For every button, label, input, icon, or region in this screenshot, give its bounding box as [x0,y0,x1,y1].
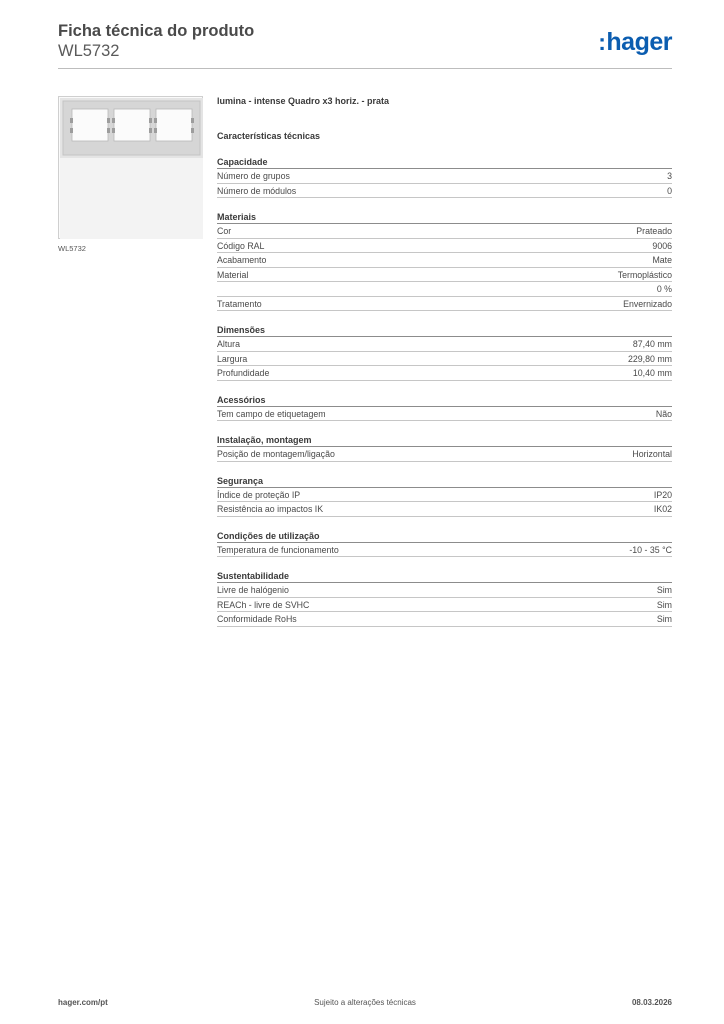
page-header [58,21,672,69]
section-materiais [217,210,672,311]
product-name: lumina - intense Quadro x3 horiz. - prata [217,96,390,106]
spec-value: -10 - 35 °C [629,544,672,555]
page-footer [58,998,672,1012]
spec-label: Conformidade RoHs [217,614,297,624]
spec-value: Mate [652,255,672,265]
section-title: Dimensões [217,323,672,337]
spec-value: Sim [656,614,672,624]
spec-value: 0 [667,185,672,196]
spec-value: 10,40 mm [632,368,672,378]
spec-value: Não [655,408,672,419]
spec-label: REACh - livre de SVHC [217,599,310,610]
section-title: Condições de utilização [217,529,672,543]
technical-notice: Sujeito a alterações técnicas [314,998,416,1007]
hager-logo [598,27,672,57]
document-date: 08.03.2026 [631,998,672,1007]
spec-label: Cor [217,226,232,236]
spec-label: Tratamento [217,298,262,309]
spec-label: Profundidade [217,368,270,378]
section-title: Capacidade [217,155,672,169]
spec-label: Número de grupos [217,171,290,181]
spec-label: Resistência ao impactos IK [217,504,324,514]
section-title: Sustentabilidade [217,569,672,583]
spec-row [217,169,672,184]
spec-value: Prateado [636,226,672,236]
spec-label: Posição de montagem/ligação [217,449,335,459]
product-code: WL5732 [58,42,120,60]
section-acessorios [217,393,672,422]
spec-row [217,282,672,297]
image-caption: WL5732 [58,244,86,253]
spec-value: 229,80 mm [627,353,672,364]
spec-value: IK02 [653,504,672,514]
specifications [217,94,672,627]
spec-value: Horizontal [632,449,672,459]
section-title: Materiais [217,210,672,224]
spec-value: Envernizado [623,298,672,309]
section-dimensoes [217,323,672,381]
spec-value: Sim [656,585,672,595]
spec-value: Termoplástico [617,269,672,280]
spec-row [217,253,672,268]
spec-label: Livre de halógenio [217,585,289,595]
section-title: Acessórios [217,393,672,407]
spec-row [217,502,672,517]
spec-row [217,366,672,381]
section-instalacao [217,433,672,462]
characteristics-title: Características técnicas [217,131,321,141]
spec-row [217,352,672,367]
spec-row [217,184,672,199]
spec-value: Sim [656,599,672,610]
document-title: Ficha técnica do produto [58,22,255,40]
section-sustentabilidade [217,569,672,627]
section-seguranca [217,474,672,517]
spec-value: IP20 [653,489,672,500]
spec-row [217,268,672,283]
spec-label: Número de módulos [217,185,297,196]
spec-row [217,297,672,312]
spec-label: Largura [217,353,248,364]
spec-label: Código RAL [217,240,265,251]
spec-row [217,407,672,422]
section-title: Segurança [217,474,672,488]
logo-text: hager [606,28,672,56]
triple-frame-illustration [60,98,203,239]
spec-value: 3 [667,171,672,181]
spec-value: 9006 [652,240,672,251]
spec-label: Tem campo de etiquetagem [217,408,326,419]
section-condicoes [217,529,672,558]
logo-colon-icon: : [598,29,606,55]
section-title: Instalação, montagem [217,433,672,447]
spec-row [217,239,672,254]
spec-row [217,337,672,352]
spec-row [217,612,672,627]
section-capacidade [217,155,672,198]
spec-row [217,598,672,613]
spec-row [217,447,672,462]
spec-label: Acabamento [217,255,267,265]
spec-value: 87,40 mm [632,339,672,349]
spec-row [217,224,672,239]
website-link[interactable]: hager.com/pt [58,998,108,1007]
product-image [58,96,203,239]
spec-row [217,543,672,558]
spec-label: Altura [217,339,240,349]
spec-label: Índice de proteção IP [217,489,301,500]
spec-value: 0 % [656,284,672,294]
spec-row [217,488,672,503]
spec-label: Temperatura de funcionamento [217,544,339,555]
spec-row [217,583,672,598]
spec-label: Material [217,269,249,280]
